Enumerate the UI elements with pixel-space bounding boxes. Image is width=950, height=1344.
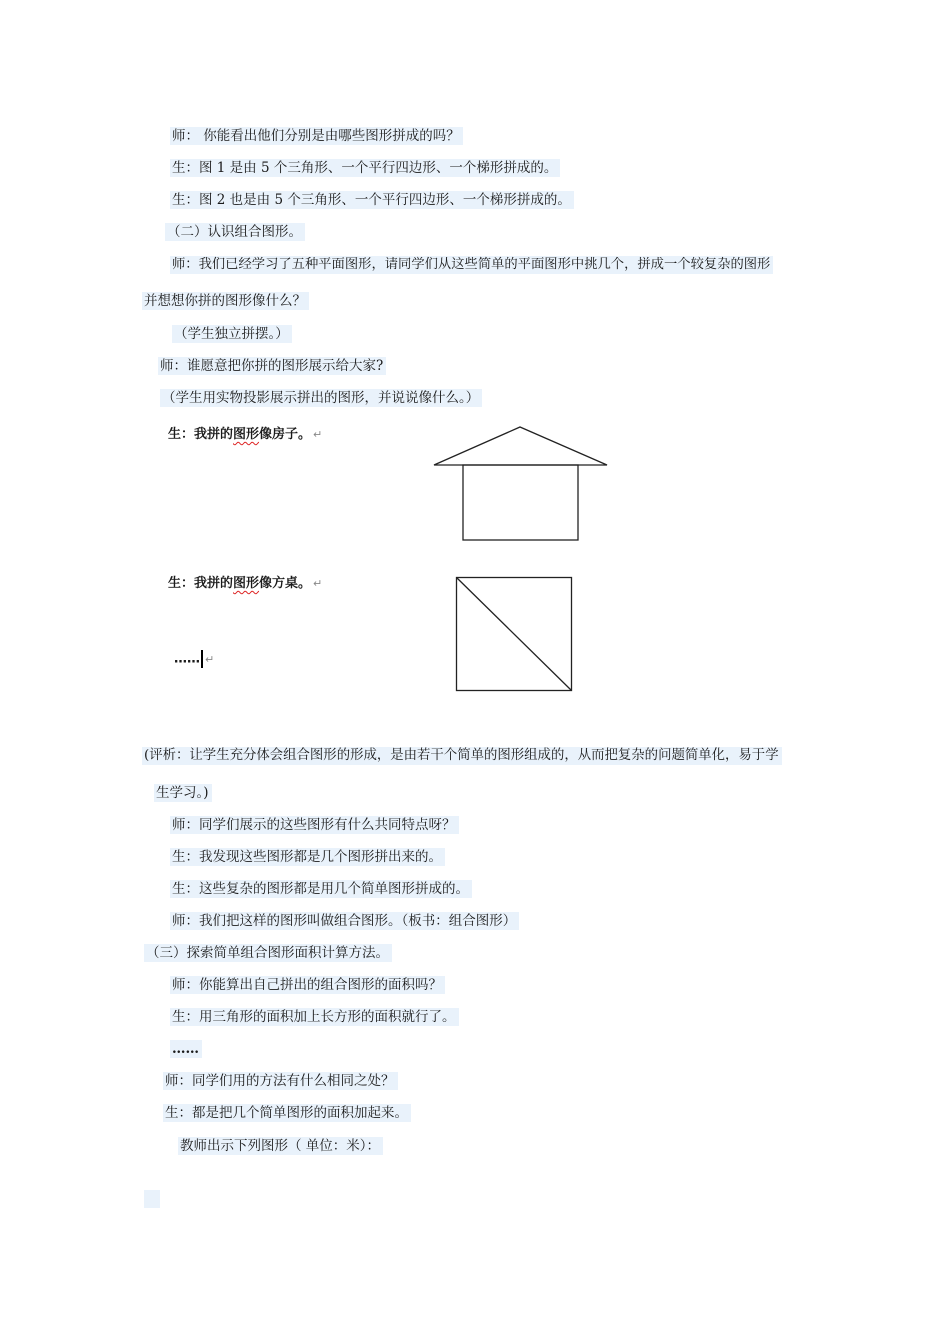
student-show-note: （学生用实物投影展示拼出的图形，并说说像什么。） xyxy=(160,389,482,407)
student-activity-note: （学生独立拼摆。） xyxy=(172,325,292,343)
table-text-prefix: 生：我拼的 xyxy=(168,576,234,591)
square-table-figure xyxy=(455,576,575,694)
teacher-question-line: 师： 你能看出他们分别是由哪些图形拼成的吗？ xyxy=(170,127,463,145)
paragraph-mark: ↵ xyxy=(313,577,323,590)
paragraph-mark: ↵ xyxy=(313,428,323,441)
ellipsis-text: …… xyxy=(174,651,200,667)
student-house-line xyxy=(168,426,322,444)
teacher-definition: 师：我们把这样的图形叫做组合图形。（板书：组合图形） xyxy=(170,912,519,930)
student-answer-1: 生：图 1 是由 5 个三角形、一个平行四边形、一个梯形拼成的。 xyxy=(170,159,560,177)
table-text-squiggle: 图形 xyxy=(233,576,260,591)
house-text-prefix: 生：我拼的 xyxy=(168,427,234,442)
paragraph-mark: ↵ xyxy=(205,652,215,666)
house-text-squiggle: 图形 xyxy=(233,427,260,442)
section-heading-2: （二）认识组合图形。 xyxy=(165,223,305,241)
empty-paragraph xyxy=(144,1190,160,1208)
ellipsis-line xyxy=(174,650,214,669)
house-body-rectangle xyxy=(463,465,578,540)
teacher-instruction-cont: 并想想你拼的图形像什么？ xyxy=(142,292,309,310)
student-answer-2: 生：图 2 也是由 5 个三角形、一个平行四边形、一个梯形拼成的。 xyxy=(170,191,574,209)
table-diagonal xyxy=(457,578,572,691)
house-figure xyxy=(432,426,612,551)
table-text-suffix: 像方桌。 xyxy=(259,576,312,591)
house-roof-triangle xyxy=(434,427,607,465)
evaluation-note: (评析：让学生充分体会组合图形的形成，是由若干个简单的图形组成的，从而把复杂的问题简单化，易于学 xyxy=(142,747,782,765)
teacher-show-figures: 教师出示下列图形（ 单位：米）： xyxy=(178,1137,383,1155)
student-answer-3: 生：我发现这些图形都是几个图形拼出来的。 xyxy=(170,848,445,866)
section-heading-3: （三）探索简单组合图形面积计算方法。 xyxy=(144,944,392,962)
evaluation-note-cont: 生学习。) xyxy=(154,784,212,802)
teacher-instruction: 师：我们已经学习了五种平面图形，请同学们从这些简单的平面图形中挑几个，拼成一个较复杂的图形 xyxy=(170,256,773,274)
house-text-suffix: 像房子。 xyxy=(259,427,312,442)
teacher-question-3: 师：你能算出自己拼出的组合图形的面积吗？ xyxy=(170,976,445,994)
student-table-line xyxy=(168,575,322,593)
teacher-invite-line: 师：谁愿意把你拼的图形展示给大家? xyxy=(158,357,386,375)
student-answer-5: 生：用三角形的面积加上长方形的面积就行了。 xyxy=(170,1008,459,1026)
text-cursor xyxy=(201,650,203,668)
student-answer-6: 生：都是把几个简单图形的面积加起来。 xyxy=(163,1104,411,1122)
student-answer-4: 生：这些复杂的图形都是用几个简单图形拼成的。 xyxy=(170,880,472,898)
teacher-question-4: 师：同学们用的方法有什么相同之处？ xyxy=(163,1072,398,1090)
ellipsis-line-2: …… xyxy=(170,1040,202,1058)
teacher-question-2: 师：同学们展示的这些图形有什么共同特点呀？ xyxy=(170,816,459,834)
